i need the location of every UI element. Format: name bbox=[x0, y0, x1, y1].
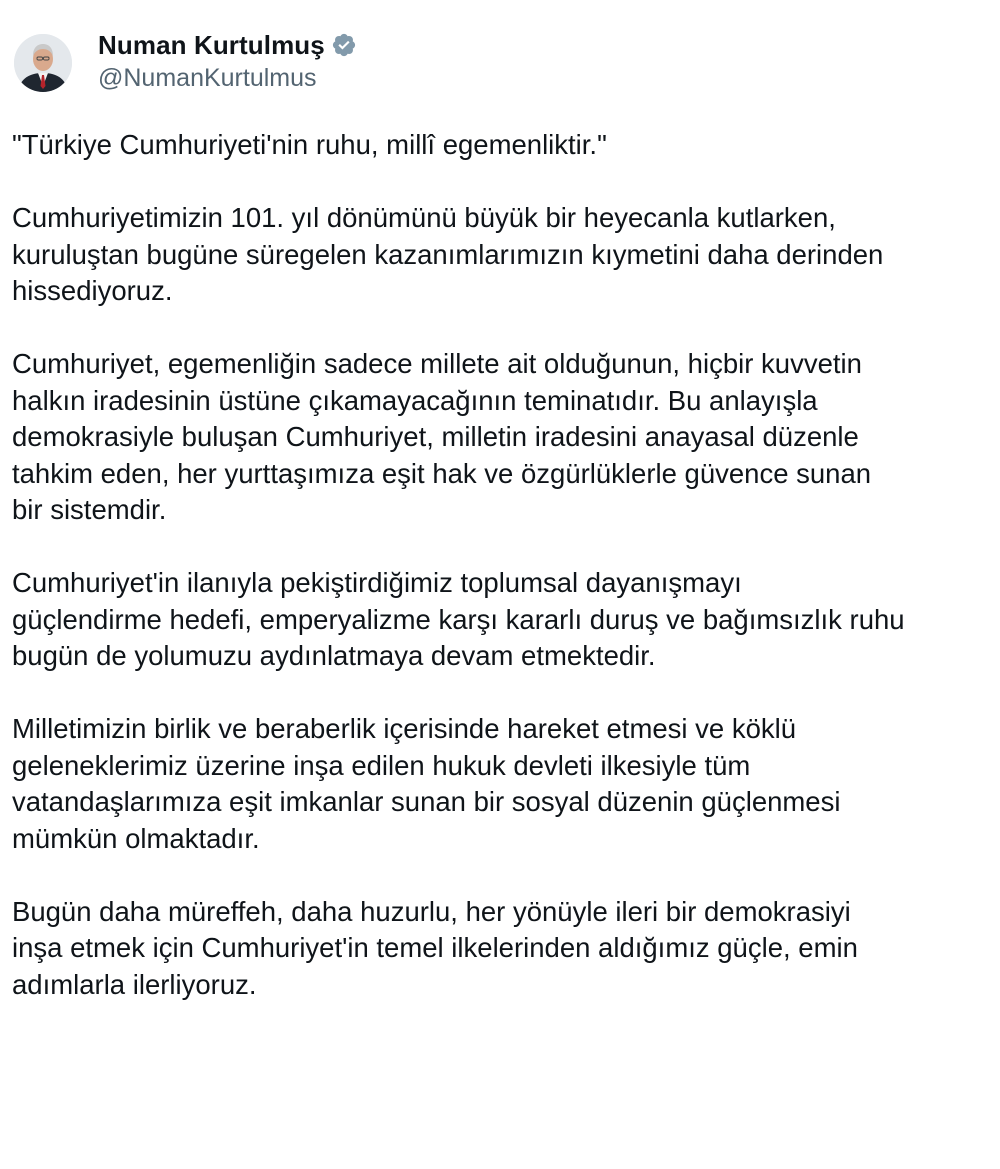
tweet-text-line: adımlarla ilerliyoruz. bbox=[12, 968, 257, 1000]
tweet-paragraph-unity bbox=[12, 711, 1000, 857]
tweet-text-line: Cumhuriyet, egemenliğin sadece millete ait olduğunun, hiçbir kuvvetin bbox=[12, 348, 862, 379]
tweet-paragraph-progress bbox=[12, 894, 1000, 1004]
tweet-header bbox=[14, 28, 994, 100]
tweet-text-line: inşa etmek için Cumhuriyet'in temel ilkelerinden aldığımız güçle, emin bbox=[12, 932, 858, 963]
more-options-button[interactable] bbox=[992, 34, 1000, 58]
verified-badge-icon bbox=[331, 32, 357, 58]
tweet-text-line: Cumhuriyet'in ilanıyla pekiştirdiğimiz toplumsal dayanışmayı bbox=[12, 567, 742, 598]
tweet-text-line: güçlendirme hedefi, emperyalizme karşı kararlı duruş ve bağımsızlık ruhu bbox=[12, 603, 905, 635]
tweet-text bbox=[12, 127, 1000, 1040]
tweet-text-line: Cumhuriyetimizin 101. yıl dönümünü büyük bir heyecanla kutlarken, bbox=[12, 202, 836, 233]
tweet-text-line: bugün de yolumuzu aydınlatmaya devam etmektedir. bbox=[12, 640, 656, 671]
tweet-text-line: vatandaşlarımıza eşit imkanlar sunan bir sosyal düzenin güçlenmesi bbox=[12, 786, 841, 817]
tweet-text-line: halkın iradesinin üstüne çıkamayacağının teminatıdır. Bu anlayışla bbox=[12, 384, 818, 416]
author-display-name[interactable]: Numan Kurtulmuş bbox=[98, 29, 325, 60]
tweet-paragraph-quote bbox=[12, 127, 1000, 164]
author-block bbox=[98, 28, 357, 93]
tweet-text-line: Milletimizin birlik ve beraberlik içerisinde hareket etmesi ve köklü bbox=[12, 713, 797, 744]
tweet-text-line: tahkim eden, her yurttaşımıza eşit hak ve özgürlüklerle güvence sunan bbox=[12, 457, 872, 489]
avatar-portrait-icon bbox=[14, 34, 72, 92]
author-handle[interactable]: @NumanKurtulmus bbox=[98, 64, 317, 92]
tweet-text-line: "Türkiye Cumhuriyeti'nin ruhu, millî egemenliktir." bbox=[12, 129, 607, 160]
tweet-text-line: hissediyoruz. bbox=[12, 275, 173, 306]
tweet-text-line: mümkün olmaktadır. bbox=[12, 822, 260, 854]
tweet-text-line: bir sistemdir. bbox=[12, 494, 167, 525]
avatar[interactable] bbox=[14, 34, 72, 92]
tweet-text-line: geleneklerimiz üzerine inşa edilen hukuk devleti ilkesiyle tüm bbox=[12, 749, 751, 781]
tweet-paragraph-solidarity bbox=[12, 565, 1000, 675]
author-name-row[interactable] bbox=[98, 28, 357, 62]
tweet-text-line: Bugün daha müreffeh, daha huzurlu, her yönüyle ileri bir demokrasiyi bbox=[12, 895, 851, 927]
tweet-text-line: kuruluştan bugüne süregelen kazanımlarımızın kıymetini daha derinden bbox=[12, 238, 884, 270]
tweet-paragraph-anniversary bbox=[12, 200, 1000, 310]
tweet-text-line: demokrasiyle buluşan Cumhuriyet, milletin iradesini anayasal düzenle bbox=[12, 421, 859, 452]
tweet-paragraph-sovereignty bbox=[12, 346, 1000, 529]
